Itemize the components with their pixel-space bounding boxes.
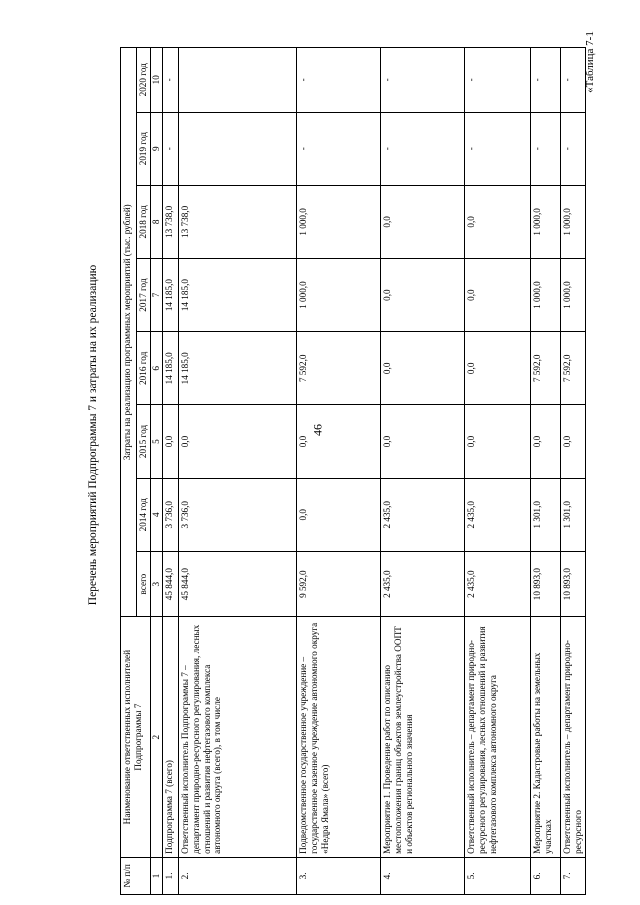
value-2019: - <box>560 112 585 185</box>
value-2016: 7 592,0 <box>296 332 380 405</box>
column-index: 2 <box>151 617 163 857</box>
value-2019: - <box>380 112 464 185</box>
value-2017: 0,0 <box>380 258 464 331</box>
row-name: Ответственный исполнитель Подпрограммы 7 – департамент природно-ресурсного регулирования, лесных отношений и развития нефтегазового комплекса автономного округа (всего), в том числе <box>178 617 296 857</box>
value-2018: 0,0 <box>380 185 464 258</box>
column-index: 5 <box>151 405 163 478</box>
table-row <box>530 48 560 895</box>
row-number: 4. <box>380 857 464 894</box>
row-number: 3. <box>296 857 380 894</box>
expenses-table <box>120 47 586 895</box>
value-2016: 7 592,0 <box>560 332 585 405</box>
value-2018: 13 738,0 <box>162 185 178 258</box>
row-name: Ответственный исполнитель – департамент природно-ресурсного регулирования, лесных отношений и развития нефтегазового комплекса автономного округа <box>464 617 530 857</box>
value-2020: - <box>560 48 585 113</box>
value-2019: - <box>464 112 530 185</box>
value-2019: - <box>162 112 178 185</box>
column-index: 9 <box>151 112 163 185</box>
value-2020: - <box>464 48 530 113</box>
value-total: 9 592,0 <box>296 551 380 617</box>
value-2014: 2 435,0 <box>380 478 464 551</box>
rotated-table-container <box>120 47 583 895</box>
table-row <box>464 48 530 895</box>
column-index: 3 <box>151 551 163 617</box>
value-2017: 1 000,0 <box>560 258 585 331</box>
row-name: Подпрограмма 7 (всего) <box>162 617 178 857</box>
value-total: 10 893,0 <box>530 551 560 617</box>
value-2016: 14 185,0 <box>178 332 296 405</box>
table-row <box>296 48 380 895</box>
value-2019 <box>178 112 296 185</box>
value-2019: - <box>296 112 380 185</box>
header-year: 2019 год <box>137 112 151 185</box>
header-costs: Затраты на реализацию программных мероприятий (тыс. рублей) <box>121 48 137 617</box>
value-2020: - <box>530 48 560 113</box>
value-2014: 3 736,0 <box>162 478 178 551</box>
table-label: «Таблица 7-1 <box>584 31 596 93</box>
value-2016: 0,0 <box>464 332 530 405</box>
header-year: 2018 год <box>137 185 151 258</box>
value-2015: 0,0 <box>178 405 296 478</box>
row-number: 5. <box>464 857 530 894</box>
value-2017: 1 000,0 <box>296 258 380 331</box>
value-total: 45 844,0 <box>178 551 296 617</box>
row-number: 1. <box>162 857 178 894</box>
value-2020 <box>178 48 296 113</box>
value-2015: 0,0 <box>296 405 380 478</box>
value-2018: 1 000,0 <box>296 185 380 258</box>
value-2016: 0,0 <box>380 332 464 405</box>
value-2014: 3 736,0 <box>178 478 296 551</box>
value-2014: 2 435,0 <box>464 478 530 551</box>
value-2017: 14 185,0 <box>178 258 296 331</box>
header-year: 2020 год <box>137 48 151 113</box>
value-2015: 0,0 <box>162 405 178 478</box>
column-index: 7 <box>151 258 163 331</box>
row-number: 2. <box>178 857 296 894</box>
value-2018: 13 738,0 <box>178 185 296 258</box>
column-index: 8 <box>151 185 163 258</box>
row-number: 6. <box>530 857 560 894</box>
table-row <box>162 48 178 895</box>
value-2020: - <box>162 48 178 113</box>
value-2018: 1 000,0 <box>560 185 585 258</box>
table-row <box>178 48 296 895</box>
value-2015: 0,0 <box>530 405 560 478</box>
document-title: Перечень мероприятий Подпрограммы 7 и затраты на их реализацию <box>87 264 99 606</box>
column-index: 6 <box>151 332 163 405</box>
value-2014: 0,0 <box>296 478 380 551</box>
value-2017: 0,0 <box>464 258 530 331</box>
value-2018: 1 000,0 <box>530 185 560 258</box>
column-index: 4 <box>151 478 163 551</box>
header-number: № п/п <box>121 857 151 894</box>
value-2016: 7 592,0 <box>530 332 560 405</box>
header-year: 2015 год <box>137 405 151 478</box>
value-2020: - <box>296 48 380 113</box>
value-2019: - <box>530 112 560 185</box>
header-name: Наименование ответственных исполнителей Подпрограммы 7 <box>121 617 151 857</box>
header-year: 2017 год <box>137 258 151 331</box>
table-row <box>380 48 464 895</box>
value-2015: 0,0 <box>464 405 530 478</box>
value-total: 2 435,0 <box>464 551 530 617</box>
value-2016: 14 185,0 <box>162 332 178 405</box>
column-index: 10 <box>151 48 163 113</box>
row-number: 7. <box>560 857 585 894</box>
value-2015: 0,0 <box>380 405 464 478</box>
row-name: Ответственный исполнитель – департамент природно-ресурсного <box>560 617 585 857</box>
value-2015: 0,0 <box>560 405 585 478</box>
row-name: Мероприятие 1. Проведение работ по описанию местоположения границ объектов землеустройства ООПТ и объектов регионального значения <box>380 617 464 857</box>
value-2014: 1 301,0 <box>560 478 585 551</box>
table-row <box>560 48 585 895</box>
column-index-row <box>151 48 163 895</box>
row-name: Подведомственное государственное учреждение – государственное казенное учреждение автономного округа «Недра Ямала» (всего) <box>296 617 380 857</box>
value-2014: 1 301,0 <box>530 478 560 551</box>
value-2018: 0,0 <box>464 185 530 258</box>
row-name: Мероприятие 2. Кадастровые работы на земельных участках <box>530 617 560 857</box>
header-year: 2016 год <box>137 332 151 405</box>
value-2017: 1 000,0 <box>530 258 560 331</box>
value-total: 10 893,0 <box>560 551 585 617</box>
header-year: 2014 год <box>137 478 151 551</box>
column-index: 1 <box>151 857 163 894</box>
header-total: всего <box>137 551 151 617</box>
value-2020: - <box>380 48 464 113</box>
value-total: 2 435,0 <box>380 551 464 617</box>
value-2017: 14 185,0 <box>162 258 178 331</box>
page-number: 46 <box>310 424 325 436</box>
value-total: 45 844,0 <box>162 551 178 617</box>
